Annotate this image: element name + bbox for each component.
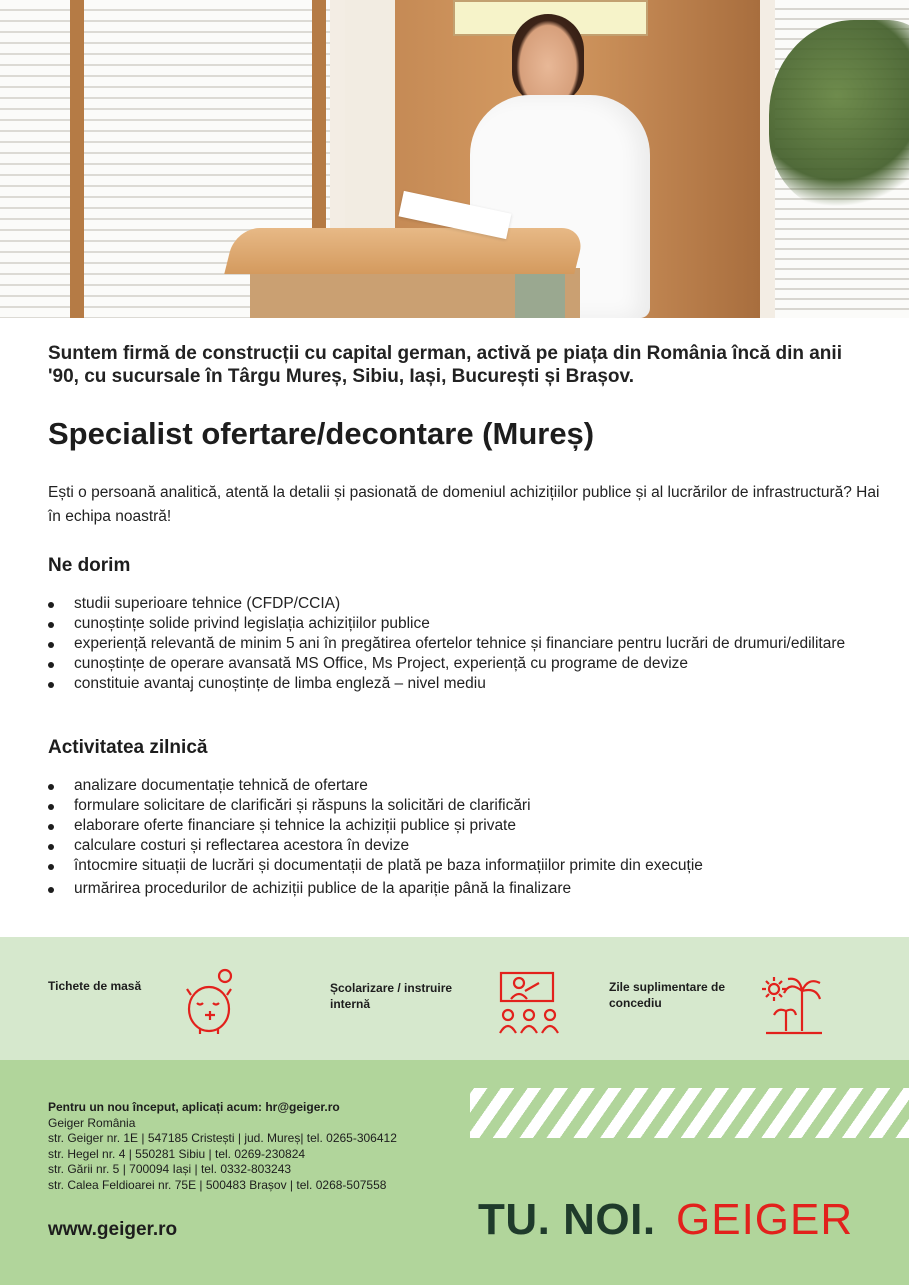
- list-item: studii superioare tehnice (CFDP/CCIA): [48, 594, 888, 614]
- benefit-label-extra-vacation: Zile suplimentare de concediu: [609, 980, 726, 1010]
- contact-block: [48, 1100, 397, 1193]
- requirements-list: [48, 594, 888, 694]
- window-frame: [70, 0, 84, 318]
- benefits-band: [0, 937, 909, 1060]
- daily-activities-list: [48, 776, 888, 899]
- training-icon: [497, 971, 561, 1037]
- list-item: elaborare oferte financiare și tehnice la achiziții publice și private: [48, 816, 888, 836]
- address-line: str. Gării nr. 5 | 700094 Iași | tel. 0332-803243: [48, 1162, 292, 1176]
- apply-heading: Pentru un nou început, aplicați acum: hr@geiger.ro: [48, 1100, 340, 1114]
- piggy-bank-icon: [183, 967, 239, 1037]
- company-name: Geiger România: [48, 1115, 136, 1130]
- reception-desk-top: [224, 228, 585, 274]
- address-line: str. Hegel nr. 4 | 550281 Sibiu | tel. 0269-230824: [48, 1146, 306, 1161]
- address-line: str. Calea Feldioarei nr. 75E | 500483 Brașov | tel. 0268-507558: [48, 1177, 387, 1192]
- hero-photo: [0, 0, 909, 318]
- list-item: cunoștințe de operare avansată MS Office, Ms Project, experiență cu programe de devize: [48, 654, 888, 674]
- company-intro: Suntem firmă de construcții cu capital german, activă pe piața din România încă din anii '90, cu sucursale în Târgu Mureș, Sibiu, Iași, București și Brașov.: [48, 343, 842, 387]
- list-item: analizare documentație tehnică de ofertare: [48, 776, 888, 796]
- website-link[interactable]: www.geiger.ro: [48, 1219, 178, 1240]
- geiger-logo: GEIGER: [676, 1195, 854, 1244]
- list-item: urmărirea procedurilor de achiziții publice de la apariție până la finalizare: [48, 879, 888, 899]
- section-title-daily: Activitatea zilnică: [48, 737, 208, 758]
- decorative-stripes: [470, 1088, 909, 1138]
- address-line: str. Geiger nr. 1E | 547185 Cristești | jud. Mureș| tel. 0265-306412: [48, 1131, 397, 1145]
- benefit-label-meal-vouchers: Tichete de masă: [48, 979, 142, 993]
- list-item: formulare solicitare de clarificări și răspuns la solicitări de clarificări: [48, 796, 888, 816]
- person-head: [512, 14, 584, 104]
- slogan: TU. NOI.: [478, 1195, 656, 1244]
- list-item: întocmire situații de lucrări și documentații de plată pe baza informațiilor primite din execuție: [48, 856, 888, 876]
- list-item: calculare costuri și reflectarea acestora în devize: [48, 836, 888, 856]
- palm-tree-icon: [762, 973, 826, 1037]
- job-lead: Ești o persoană analitică, atentă la detalii și pasionată de domeniul achizițiilor publice și al lucrărilor de infrastructură? Hai în echipa noastră!: [48, 484, 880, 525]
- section-title-needs: Ne dorim: [48, 555, 131, 576]
- benefit-label-training: Școlarizare / instruire internă: [330, 981, 453, 1011]
- list-item: cunoștințe solide privind legislația achizițiilor publice: [48, 614, 888, 634]
- list-item: experiență relevantă de minim 5 ani în pregătirea ofertelor tehnice și financiare pentru lucrări de drumuri/edilitare: [48, 634, 888, 654]
- job-title: Specialist ofertare/decontare (Mureș): [48, 416, 595, 451]
- list-item: constituie avantaj cunoștințe de limba engleză – nivel mediu: [48, 674, 888, 694]
